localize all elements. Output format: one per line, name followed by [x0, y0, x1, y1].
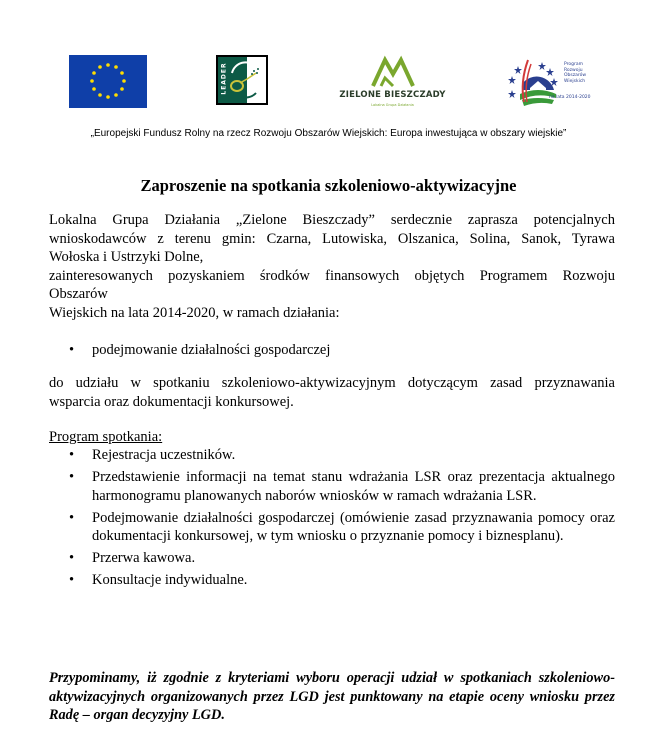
- program-list: [68, 446, 615, 593]
- participation-paragraph: do udziału w spotkaniu szkoleniowo-aktywizacyjnym dotyczącym zasad przyznawania wsparcia oraz dokumentacji konkursowej.: [49, 375, 615, 410]
- program-item: • Podejmowanie działalności gospodarczej (omówienie zasad przyznawania pomocy oraz dokumentacji konkursowej, w tym wniosku o przyznanie pomocy i biznesplanu).: [69, 509, 615, 544]
- leader-label: LEADER: [220, 62, 228, 95]
- program-item: • Rejestracja uczestników.: [69, 447, 236, 463]
- leader-logo: [216, 55, 268, 105]
- intro-paragraph: Lokalna Grupa Działania „Zielone Bieszczady” serdecznie zaprasza potencjalnych wnioskodawców z terenu gmin: Czarna, Lutowiska, Olszanica, Solina, Sanok, Tyrawa Wołoska i Ustrzyki Dolne, zainteresowanych pozyskaniem środków finansowych objętych Programem Rozwoju Obszarów Wiejskich na lata 2014-2020, w ramach działania:: [49, 212, 615, 321]
- page-title: Zaproszenie na spotkania szkoleniowo-aktywizacyjne: [140, 176, 517, 195]
- scoring-note: Przypominamy, iż zgodnie z kryteriami wyboru operacji udział w spotkaniach szkoleniowo-aktywizacyjnych organizowanych przez LGD jest punktowany na etapie oceny wniosku przez Radę – organ decyzyjny LGD.: [49, 670, 615, 723]
- bullet-icon: •: [69, 342, 75, 358]
- bullet-icon: •: [69, 469, 75, 485]
- bullet-icon: •: [69, 572, 75, 588]
- bullet-icon: •: [69, 447, 75, 463]
- prow-logo: [502, 54, 602, 110]
- bullet-icon: •: [69, 550, 75, 566]
- program-heading: Program spotkania:: [49, 429, 163, 445]
- eu-flag-logo: [69, 55, 147, 108]
- prow-logo-text: Program Rozwoju Obszarów Wiejskich: [564, 62, 587, 84]
- funding-motto: „Europejski Fundusz Rolny na rzecz Rozwoju Obszarów Wiejskich: Europa inwestująca w obszary wiejskie”: [90, 128, 567, 139]
- program-item: • Przedstawienie informacji na temat stanu wdrażania LSR oraz prezentacja aktualnego harmonogramu planowanych naborów wniosków w ramach wdrażania LSR.: [69, 469, 615, 504]
- prow-emblem-icon: [502, 54, 564, 110]
- zb-logo-name: ZIELONE BIESZCZADY: [339, 90, 446, 100]
- leader-plant-icon: [218, 57, 266, 103]
- prow-logo-years: na lata 2014-2020: [549, 95, 591, 100]
- eu-stars-icon: [69, 55, 147, 108]
- bullet-icon: •: [69, 509, 75, 526]
- program-item: • Konsultacje indywidualne.: [69, 572, 248, 588]
- program-item: • Przerwa kawowa.: [69, 550, 196, 566]
- action-bullet: • podejmowanie działalności gospodarczej: [69, 342, 331, 358]
- mountains-icon: [335, 52, 450, 88]
- zb-logo-subtitle: Lokalna Grupa Działania: [371, 103, 414, 107]
- zielone-bieszczady-logo: [335, 52, 450, 114]
- logo-bar: [0, 48, 657, 118]
